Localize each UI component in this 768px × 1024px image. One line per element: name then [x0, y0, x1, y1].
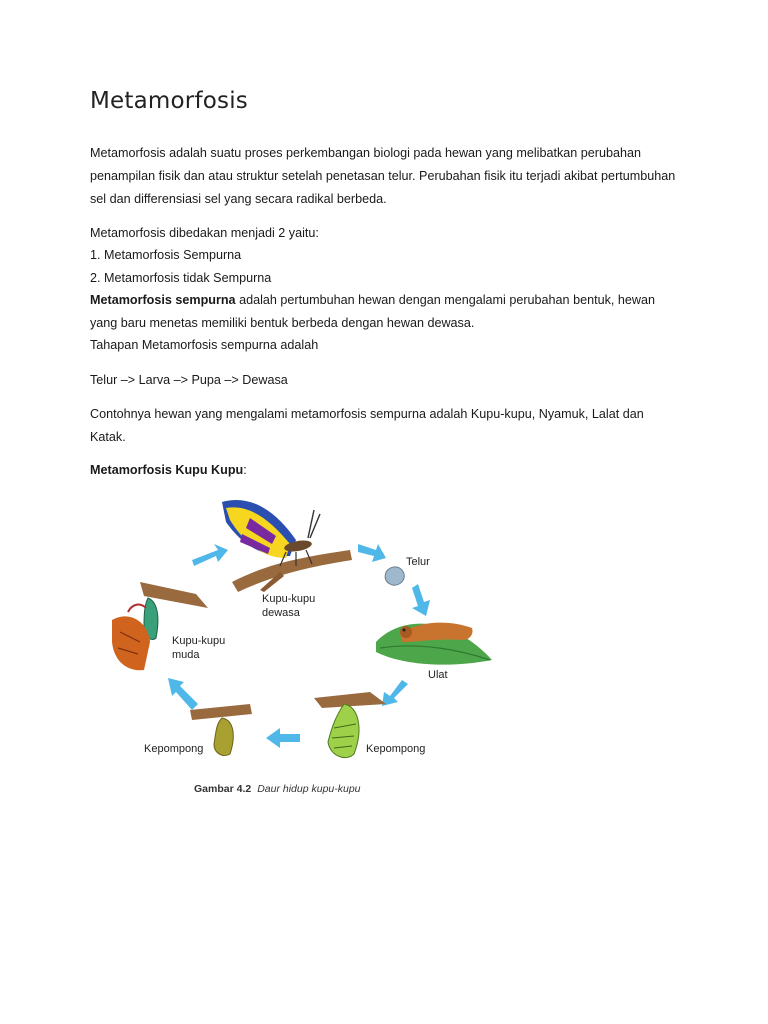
- label-telur: Telur: [406, 556, 430, 568]
- intro-line-3: sel dan differensiasi sel yang secara radikal berbeda.: [90, 192, 387, 206]
- label-dewasa-1: Kupu-kupu: [262, 593, 316, 605]
- label-muda-2: muda: [172, 649, 200, 661]
- arrow-left-bottom: [266, 728, 300, 748]
- arrow-down-left-right: [382, 680, 408, 706]
- pupa-green: [328, 704, 359, 758]
- branch-top: [232, 550, 352, 592]
- intro-line-1: Metamorfosis adalah suatu proses perkembangan biologi pada hewan yang melibatkan perubahan: [90, 146, 641, 160]
- intro-line-2: penampilan fisik dan atau struktur setelah penetasan telur. Perubahan fisik itu terjadi akibat pertumbuhan: [90, 169, 676, 183]
- examples-line-1: Contohnya hewan yang mengalami metamorfosis sempurna adalah Kupu-kupu, Nyamuk, Lalat dan: [90, 407, 644, 421]
- type-item-2: 2. Metamorfosis tidak Sempurna: [90, 271, 272, 285]
- pupa-brown: [214, 718, 233, 756]
- sempurna-line-2: yang baru menetas memiliki bentuk berbeda dengan hewan dewasa.: [90, 316, 475, 330]
- sempurna-rest: adalah pertumbuhan hewan dengan mengalami perubahan bentuk, hewan: [235, 293, 655, 307]
- figure-caption: [194, 783, 361, 795]
- examples-line-2: Katak.: [90, 430, 126, 444]
- kupu-heading-colon: :: [243, 463, 247, 477]
- branch-bottom-left: [190, 704, 252, 720]
- sempurna-term: Metamorfosis sempurna: [90, 293, 236, 307]
- caterpillar-group: [376, 623, 492, 665]
- type-item-1: 1. Metamorfosis Sempurna: [90, 248, 242, 262]
- kupu-heading: [90, 462, 247, 478]
- egg: [385, 567, 404, 585]
- arrow-up-left: [168, 678, 198, 710]
- sempurna-definition: [90, 292, 655, 308]
- arrow-up-top-left: [192, 544, 228, 566]
- label-kepompong-right: Kepompong: [366, 743, 426, 755]
- arrow-right-top: [358, 544, 386, 562]
- label-kepompong-left: Kepompong: [144, 743, 204, 755]
- stages-intro: Tahapan Metamorfosis sempurna adalah: [90, 338, 319, 352]
- caption-text: Daur hidup kupu-kupu: [257, 783, 361, 795]
- arrow-down-right: [412, 584, 430, 616]
- types-intro: Metamorfosis dibedakan menjadi 2 yaitu:: [90, 226, 319, 240]
- stages-sequence: Telur –> Larva –> Pupa –> Dewasa: [90, 373, 288, 387]
- branch-right: [314, 692, 386, 708]
- label-dewasa-2: dewasa: [262, 607, 300, 619]
- label-ulat: Ulat: [428, 669, 448, 681]
- page-title: Metamorfosis: [90, 88, 248, 114]
- adult-butterfly-group: [222, 500, 352, 592]
- label-muda-1: Kupu-kupu: [172, 635, 226, 647]
- caption-number: Gambar 4.2: [194, 783, 252, 795]
- lifecycle-figure: [100, 492, 520, 802]
- kupu-heading-text: Metamorfosis Kupu Kupu: [90, 463, 244, 477]
